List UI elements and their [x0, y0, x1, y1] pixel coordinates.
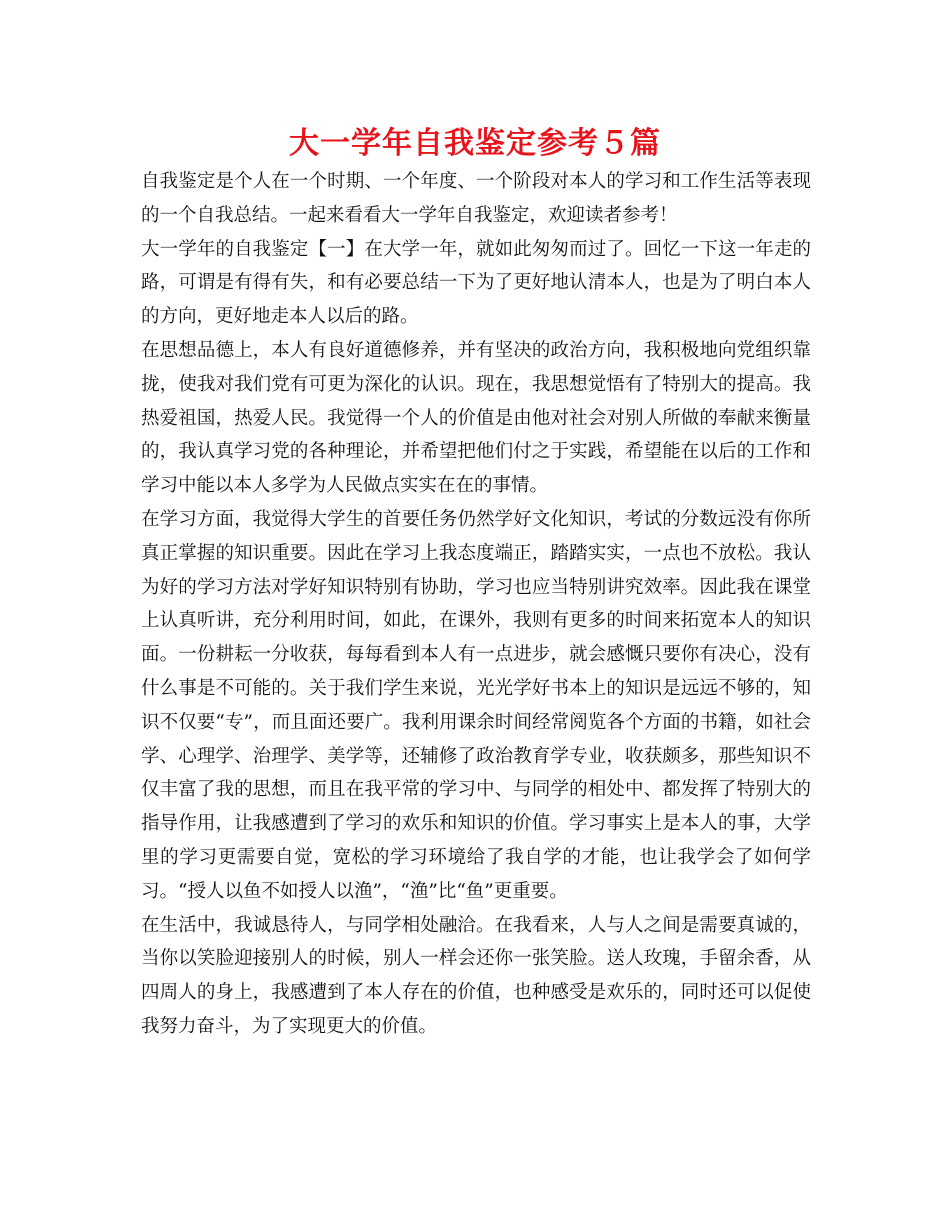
- paragraph-study: 在学习方面，我觉得大学生的首要任务仍然学好文化知识，考试的分数远没有你所真正掌握的知识重要。因此在学习上我态度端正，踏踏实实，一点也不放松。我认为好的学习方法对学好知识特别有协助，学习也应当特别讲究效率。因此我在课堂上认真听讲，充分利用时间，如此，在课外，我则有更多的时间来拓宽本人的知识面。一份耕耘一分收获，每每看到本人有一点进步，就会感慨只要你有决心，没有什么事是不可能的。关于我们学生来说，光光学好书本上的知识是远远不够的，知识不仅要“专”，而且面还要广。我利用课余时间经常阅览各个方面的书籍，如社会学、心理学、治理学、美学等，还辅修了政治教育学专业，收获颇多，那些知识不仅丰富了我的思想，而且在我平常的学习中、与同学的相处中、都发挥了特别大的指导作用，让我感遭到了学习的欢乐和知识的价值。学习事实上是本人的事，大学里的学习更需要自觉，宽松的学习环境给了我自学的才能，也让我学会了如何学习。“授人以鱼不如授人以渔”，“渔”比“鱼”更重要。: [141, 508, 811, 902]
- document-body: [141, 165, 811, 1044]
- paragraph-ideology: 在思想品德上，本人有良好道德修养，并有坚决的政治方向，我积极地向党组织靠拢，使我对我们党有可更为深化的认识。现在，我思想觉悟有了特别大的提高。我热爱祖国，热爱人民。我觉得一个人的价值是由他对社会对别人所做的奉献来衡量的，我认真学习党的各种理论，并希望把他们付之于实践，希望能在以后的工作和学习中能以本人多学为人民做点实实在在的事情。: [141, 339, 811, 497]
- paragraph-section-one: 大一学年的自我鉴定【一】在大学一年，就如此匆匆而过了。回忆一下这一年走的路，可谓是有得有失，和有必要总结一下为了更好地认清本人，也是为了明白本人的方向，更好地走本人以后的路。: [141, 238, 811, 328]
- document-title: 大一学年自我鉴定参考５篇: [289, 126, 661, 161]
- paragraph-intro: 自我鉴定是个人在一个时期、一个年度、一个阶段对本人的学习和工作生活等表现的一个自我总结。一起来看看大一学年自我鉴定，欢迎读者参考！: [141, 171, 811, 226]
- paragraph-life: 在生活中，我诚恳待人，与同学相处融洽。在我看来，人与人之间是需要真诚的，当你以笑脸迎接别人的时候，别人一样会还你一张笑脸。送人玫瑰，手留余香，从四周人的身上，我感遭到了本人存在的价值，也种感受是欢乐的，同时还可以促使我努力奋斗，为了实现更大的价值。: [141, 914, 811, 1037]
